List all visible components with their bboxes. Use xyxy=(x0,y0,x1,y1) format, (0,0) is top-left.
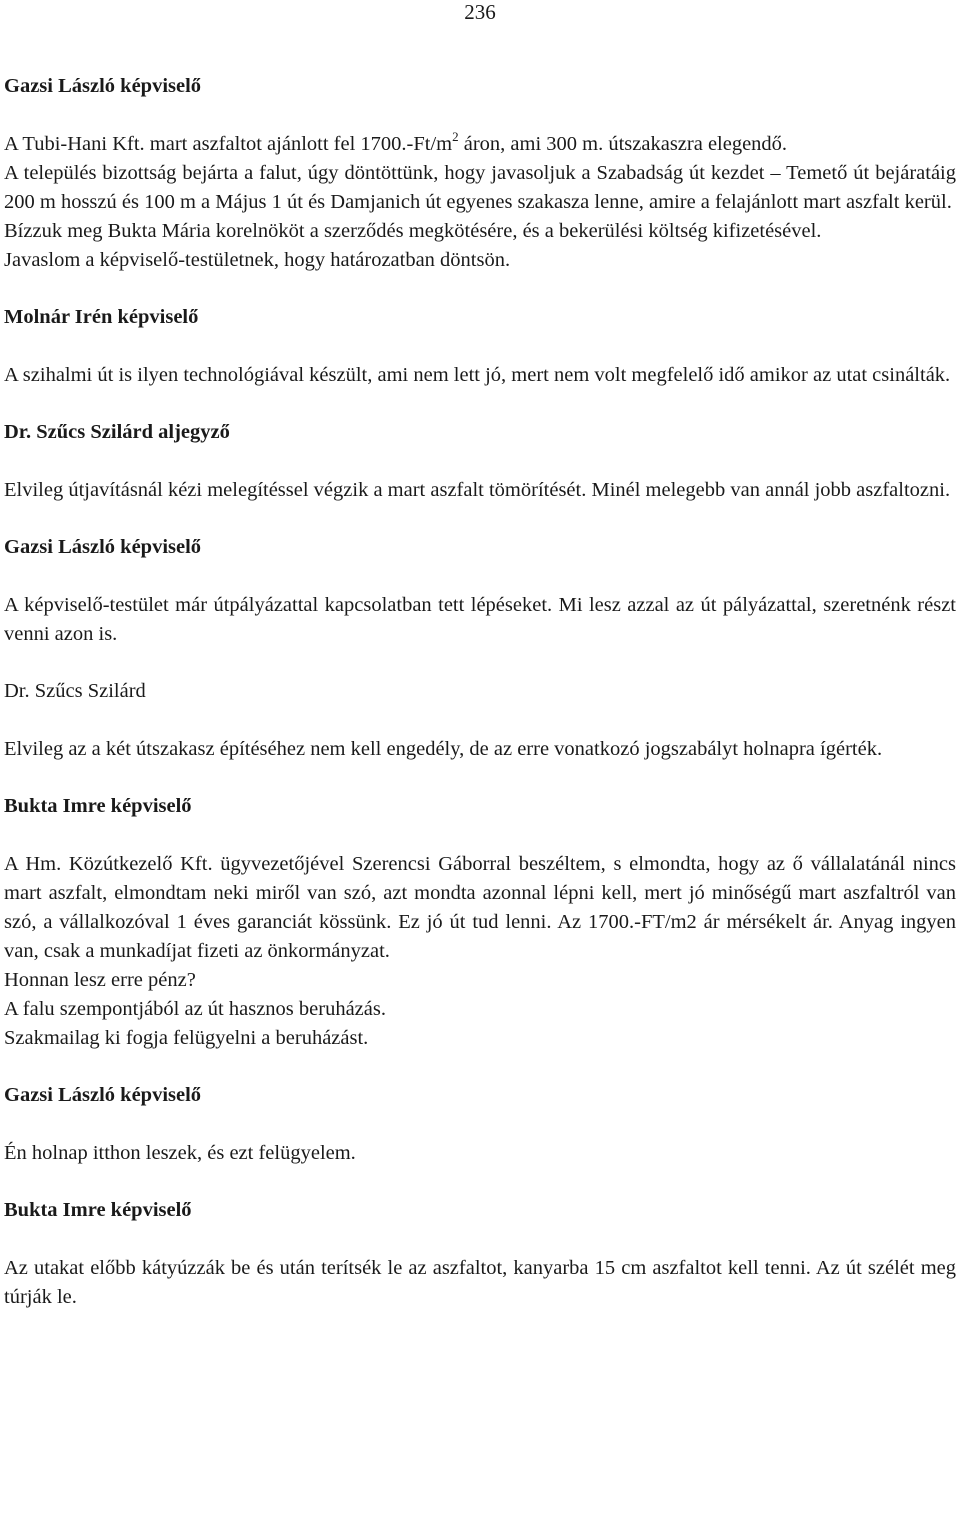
paragraph-text: A Tubi-Hani Kft. mart aszfaltot ajánlott fel 1700.-Ft/m xyxy=(4,133,453,155)
paragraph: Javaslom a képviselő-testületnek, hogy határozatban döntsön. xyxy=(4,249,511,271)
speaker-heading: Dr. Szűcs Szilárd xyxy=(4,680,146,702)
superscript: 2 xyxy=(452,129,459,144)
paragraph: A település bizottság bejárta a falut, úgy döntöttünk, hogy javasoljuk a Szabadság út kezdet – Temető út bejáratáig 200 m hosszú és 100 m a Május 1 út és Damjanich út egyenes szakasza lenne, amire a felajánlott mart aszfalt kerül. xyxy=(4,162,956,213)
page-number: 236 xyxy=(464,0,496,24)
paragraph xyxy=(4,130,956,159)
paragraph: A falu szempontjából az út hasznos beruházás. xyxy=(4,998,386,1020)
paragraph: Az utakat előbb kátyúzzák be és után terítsék le az aszfaltot, kanyarba 15 cm aszfaltot kell tenni. Az út szélét meg túrják le. xyxy=(4,1257,956,1308)
speaker-heading: Gazsi László képviselő xyxy=(4,75,202,97)
speaker-heading: Bukta Imre képviselő xyxy=(4,1199,192,1221)
paragraph: A Hm. Közútkezelő Kft. ügyvezetőjével Szerencsi Gáborral beszéltem, s elmondta, hogy az ő vállalatánál nincs mart aszfalt, elmondtam neki miről van szó, azt mondta azonnal lépni kell, mert jó minőségű mart aszfaltról van szó, a vállalkozóval 1 éves garanciát kössünk. Ez jó út tud lenni. Az 1700.-FT/m2 ár mérsékelt ár. Anyag ingyen van, csak a munkadíjat fizeti az önkormányzat. xyxy=(4,853,956,962)
paragraph: A szihalmi út is ilyen technológiával készült, ami nem lett jó, mert nem volt megfelelő idő amikor az utat csinálták. xyxy=(4,364,951,386)
paragraph: Elvileg útjavításnál kézi melegítéssel végzik a mart aszfalt tömörítését. Minél melegebb van annál jobb aszfaltozni. xyxy=(4,479,951,501)
paragraph: Én holnap itthon leszek, és ezt felügyelem. xyxy=(4,1142,356,1164)
minutes-document xyxy=(4,72,956,1312)
paragraph: A képviselő-testület már útpályázattal kapcsolatban tett lépéseket. Mi lesz azzal az út pályázattal, szeretnénk részt venni azon is. xyxy=(4,594,956,645)
paragraph: Elvileg az a két útszakasz építéséhez nem kell engedély, de az erre vonatkozó jogszabályt holnapra ígérték. xyxy=(4,738,883,760)
speaker-heading: Dr. Szűcs Szilárd aljegyző xyxy=(4,421,230,443)
paragraph: Honnan lesz erre pénz? xyxy=(4,969,196,991)
speaker-heading: Gazsi László képviselő xyxy=(4,1084,202,1106)
speaker-heading: Gazsi László képviselő xyxy=(4,536,202,558)
speaker-heading: Bukta Imre képviselő xyxy=(4,795,192,817)
paragraph: Bízzuk meg Bukta Mária korelnököt a szerződés megkötésére, és a bekerülési költség kifizetésével. xyxy=(4,220,822,242)
paragraph: Szakmailag ki fogja felügyelni a beruházást. xyxy=(4,1027,369,1049)
speaker-heading: Molnár Irén képviselő xyxy=(4,306,199,328)
paragraph-text: áron, ami 300 m. útszakaszra elegendő. xyxy=(463,133,788,155)
